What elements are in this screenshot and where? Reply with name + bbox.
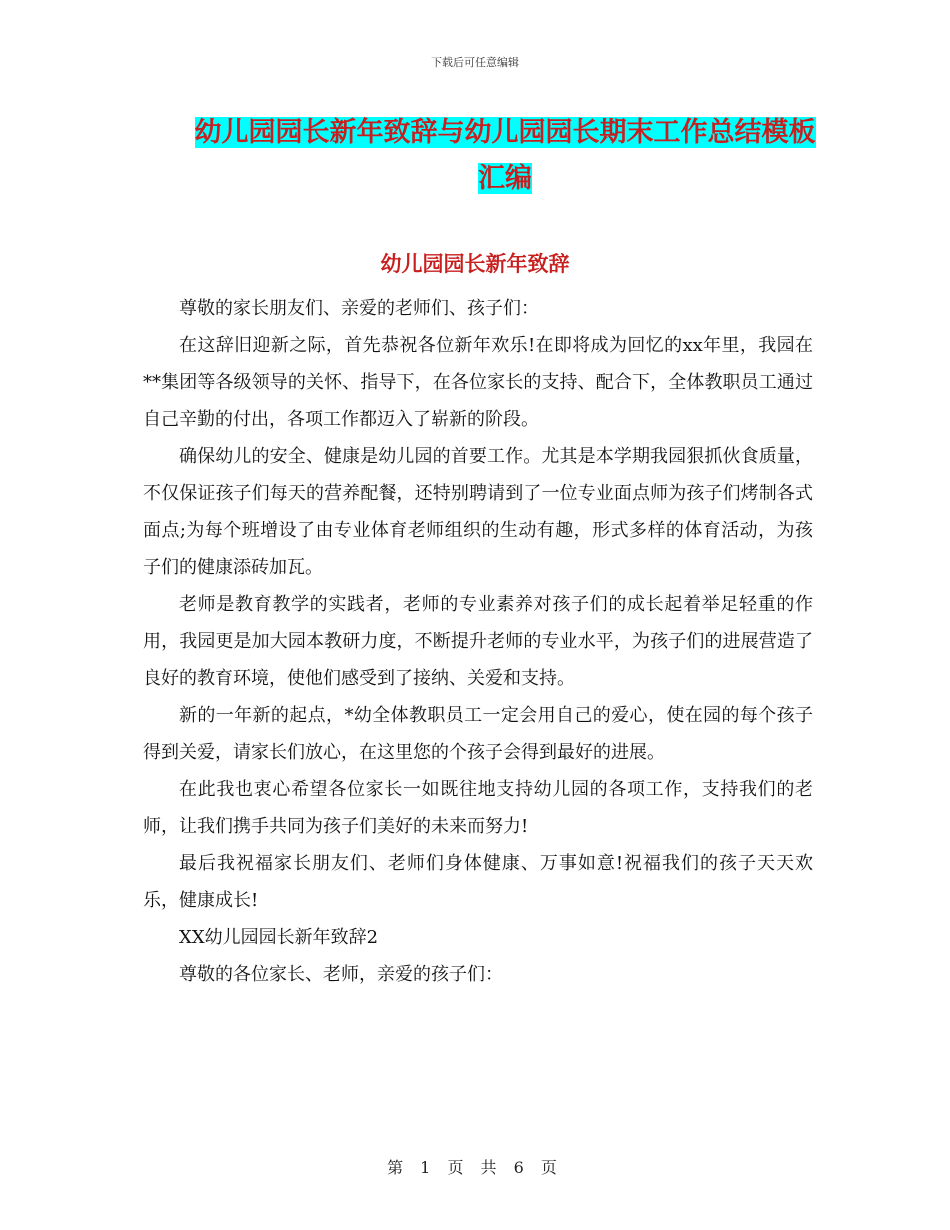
paragraph: 老师是教育教学的实践者，老师的专业素养对孩子们的成长起着举足轻重的作用，我园更是加大园本教研力度，不断提升老师的专业水平，为孩子们的进展营造了良好的教育环境，使他们感受到了接纳、关爱和支持。 xyxy=(143,594,813,689)
paragraph: 确保幼儿的安全、健康是幼儿园的首要工作。尤其是本学期我园狠抓伙食质量，不仅保证孩子们每天的营养配餐，还特别聘请到了一位专业面点师为孩子们烤制各式面点;为每个班增设了由专业体育老师组织的生动有趣，形式多样的体育活动，为孩子们的健康添砖加瓦。 xyxy=(143,446,813,578)
document-title xyxy=(185,110,825,202)
paragraph-greeting: 尊敬的家长朋友们、亲爱的老师们、孩子们： xyxy=(179,298,539,319)
subheading: XX幼儿园园长新年致辞2 xyxy=(179,927,379,948)
header-note: 下载后可任意编辑 xyxy=(431,56,519,69)
paragraph: 在这辞旧迎新之际，首先恭祝各位新年欢乐!在即将成为回忆的xx年里，我园在**集团等各级领导的关怀、指导下，在各位家长的支持、配合下，全体教职员工通过自己辛勤的付出，各项工作都迈入了崭新的阶段。 xyxy=(143,335,813,430)
paragraph: 在此我也衷心希望各位家长一如既往地支持幼儿园的各项工作，支持我们的老师，让我们携手共同为孩子们美好的未来而努力! xyxy=(143,779,813,837)
page-number: 第 1 页 共 6 页 xyxy=(387,1158,563,1177)
section-title: 幼儿园园长新年致辞 xyxy=(380,252,570,276)
document-title-line-2: 汇编 xyxy=(478,163,532,194)
paragraph: 新的一年新的起点，*幼全体教职员工一定会用自己的爱心，使在园的每个孩子得到关爱，请家长们放心，在这里您的个孩子会得到最好的进展。 xyxy=(143,705,813,763)
document-body xyxy=(143,290,813,993)
document-title-line-1: 幼儿园园长新年致辞与幼儿园园长期末工作总结模板 xyxy=(194,117,816,148)
paragraph: 最后我祝福家长朋友们、老师们身体健康、万事如意!祝福我们的孩子天天欢乐，健康成长! xyxy=(143,853,813,911)
paragraph-greeting: 尊敬的各位家长、老师，亲爱的孩子们： xyxy=(179,964,503,985)
